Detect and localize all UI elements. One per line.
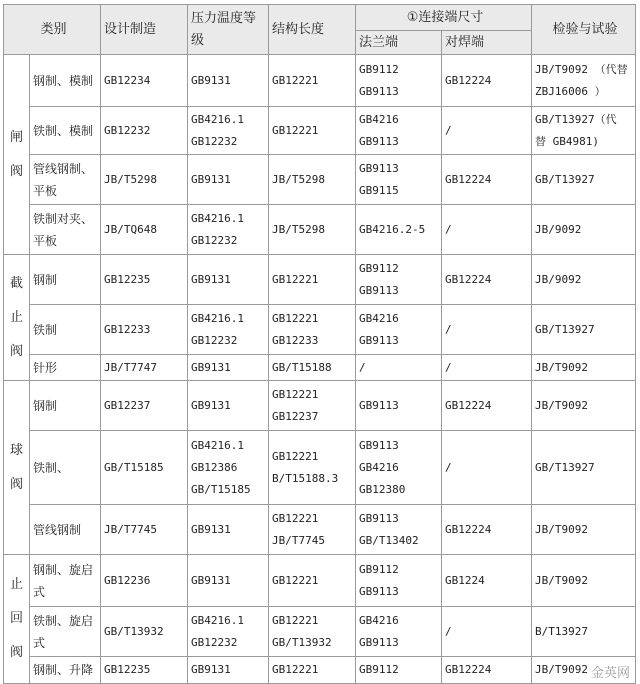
standard-code: JB/T9092 （代替 xyxy=(535,62,628,76)
standard-code: GB12380 xyxy=(359,482,406,496)
standard-code: GB12233 xyxy=(272,333,319,347)
flange-cell xyxy=(356,555,442,607)
standard-code: GB12224 xyxy=(445,73,492,87)
inspection-cell xyxy=(532,305,636,355)
pressure-cell xyxy=(188,505,269,555)
standard-code: GB12235 xyxy=(104,272,151,286)
standard-code: JB/T9092 xyxy=(535,360,588,374)
standard-code: GB4216.1 xyxy=(191,112,244,126)
length-cell xyxy=(269,505,356,555)
length-cell xyxy=(269,381,356,431)
pressure-cell xyxy=(188,107,269,155)
category-char: 阀 xyxy=(9,163,23,179)
inspection-cell xyxy=(532,55,636,107)
length-cell xyxy=(269,255,356,305)
subtype-text: 针形 xyxy=(33,360,58,375)
standard-code: GB9112 xyxy=(359,663,399,676)
standard-code: GB12232 xyxy=(191,233,238,247)
standard-code: GB12236 xyxy=(104,573,151,587)
standard-code: GB12221 xyxy=(272,613,319,627)
flange-cell xyxy=(356,205,442,255)
category-char: 止 xyxy=(9,577,23,592)
design-cell xyxy=(101,305,188,355)
standard-code: / xyxy=(445,222,452,236)
flange-cell xyxy=(356,607,442,657)
weld-cell xyxy=(442,305,532,355)
standard-code: GB12224 xyxy=(445,398,492,412)
subtype-cell xyxy=(30,657,101,684)
standard-code: GB/T13927（代 xyxy=(535,112,617,126)
category-char: 止 xyxy=(9,309,23,325)
standard-code: JB/T5298 xyxy=(272,172,325,186)
pressure-cell xyxy=(188,155,269,205)
subtype-text: 铁制 xyxy=(33,322,58,337)
table-row xyxy=(4,55,636,107)
weld-cell xyxy=(442,431,532,505)
design-cell xyxy=(101,657,188,684)
standard-code: GB12221 xyxy=(272,123,319,137)
standard-code: JB/T7747 xyxy=(104,360,157,374)
standard-code: GB4216 xyxy=(359,311,399,325)
standard-code: GB12224 xyxy=(445,522,492,536)
weld-cell xyxy=(442,555,532,607)
subtype-cell xyxy=(30,205,101,255)
standard-code: GB/T13402 xyxy=(359,533,419,547)
pressure-cell xyxy=(188,355,269,381)
standard-code: GB12232 xyxy=(104,123,151,137)
standard-code: GB12221 xyxy=(272,272,319,286)
header-length: 结构长度 xyxy=(269,5,356,55)
pressure-cell xyxy=(188,431,269,505)
standard-code: GB4216.1 xyxy=(191,613,244,627)
standard-code: B/T13927 xyxy=(535,624,588,638)
subtype-cell xyxy=(30,381,101,431)
subtype-cell xyxy=(30,431,101,505)
standard-code: GB/T13927 xyxy=(535,460,595,474)
standard-code: GB1224 xyxy=(445,573,485,587)
standard-code: GB4216.1 xyxy=(191,311,244,325)
length-cell xyxy=(269,55,356,107)
header-inspection: 检验与试验 xyxy=(532,5,636,55)
subtype-text: 铁制、 xyxy=(33,460,70,475)
standard-code: GB12224 xyxy=(445,172,492,186)
valve-standards-table xyxy=(3,4,636,684)
header-weld: 对焊端 xyxy=(442,31,532,55)
standard-code: JB/T7745 xyxy=(272,533,325,547)
length-cell xyxy=(269,155,356,205)
flange-cell xyxy=(356,381,442,431)
weld-cell xyxy=(442,55,532,107)
standard-code: GB12386 xyxy=(191,460,238,474)
pressure-cell xyxy=(188,55,269,107)
subtype-cell xyxy=(30,607,101,657)
standard-code: GB12224 xyxy=(445,663,492,676)
subtype-cell xyxy=(30,107,101,155)
pressure-cell xyxy=(188,555,269,607)
weld-cell xyxy=(442,381,532,431)
standard-code: GB12237 xyxy=(272,409,319,423)
table-row xyxy=(4,305,636,355)
category-char: 闸 xyxy=(9,129,23,145)
standard-code: GB12233 xyxy=(104,322,151,336)
table-row xyxy=(4,107,636,155)
weld-cell xyxy=(442,155,532,205)
standard-code: GB9113 xyxy=(359,584,399,598)
standard-code: GB9131 xyxy=(191,573,231,587)
standard-code: GB9113 xyxy=(359,283,399,297)
standard-code: GB9113 xyxy=(359,84,399,98)
standard-code: GB12221 xyxy=(272,511,319,525)
standard-code: GB4216 xyxy=(359,112,399,126)
design-cell xyxy=(101,255,188,305)
subtype-cell xyxy=(30,255,101,305)
table-row xyxy=(4,607,636,657)
inspection-cell xyxy=(532,431,636,505)
category-char: 截 xyxy=(9,275,23,291)
length-cell xyxy=(269,107,356,155)
length-cell xyxy=(269,555,356,607)
standard-code: GB12234 xyxy=(104,73,151,87)
standard-code: GB4216.2-5 xyxy=(359,222,426,236)
subtype-cell xyxy=(30,355,101,381)
subtype-text: 式 xyxy=(33,584,46,599)
category-char: 阀 xyxy=(9,343,23,359)
table-row xyxy=(4,505,636,555)
weld-cell xyxy=(442,505,532,555)
table-row xyxy=(4,255,636,305)
weld-cell xyxy=(442,255,532,305)
subtype-text: 铁制、旋启 xyxy=(33,613,94,628)
design-cell xyxy=(101,355,188,381)
design-cell xyxy=(101,555,188,607)
design-cell xyxy=(101,155,188,205)
standard-code: GB9113 xyxy=(359,635,399,649)
standard-code: B/T15188.3 xyxy=(272,471,339,485)
inspection-cell xyxy=(532,505,636,555)
header-pressure-line-2: 级 xyxy=(191,32,205,48)
flange-cell xyxy=(356,355,442,381)
standard-code: GB12221 xyxy=(272,387,319,401)
standard-code: / xyxy=(445,360,452,374)
standard-code: GB/T15188 xyxy=(272,360,332,374)
design-cell xyxy=(101,381,188,431)
header-flange: 法兰端 xyxy=(356,31,442,55)
pressure-cell xyxy=(188,205,269,255)
pressure-cell xyxy=(188,607,269,657)
category-char: 阀 xyxy=(9,645,23,660)
design-cell xyxy=(101,607,188,657)
standard-code: GB12221 xyxy=(272,663,319,676)
inspection-cell xyxy=(532,107,636,155)
standard-code: JB/T5298 xyxy=(104,172,157,186)
header-pressure xyxy=(188,5,269,55)
design-cell xyxy=(101,107,188,155)
table-row xyxy=(4,431,636,505)
inspection-cell xyxy=(532,381,636,431)
length-cell xyxy=(269,305,356,355)
length-cell xyxy=(269,607,356,657)
standard-code: GB9115 xyxy=(359,183,399,197)
table-row xyxy=(4,381,636,431)
table-row xyxy=(4,355,636,381)
header-connection: ①连接端尺寸 xyxy=(356,5,532,31)
length-cell xyxy=(269,355,356,381)
inspection-cell xyxy=(532,355,636,381)
table-row xyxy=(4,205,636,255)
inspection-cell xyxy=(532,255,636,305)
standard-code: GB12221 xyxy=(272,311,319,325)
flange-cell xyxy=(356,155,442,205)
pressure-cell xyxy=(188,305,269,355)
design-cell xyxy=(101,55,188,107)
standard-code: GB/T13932 xyxy=(104,624,164,638)
standard-code: GB/T13927 xyxy=(535,322,595,336)
weld-cell xyxy=(442,607,532,657)
standard-code: JB/T7745 xyxy=(104,522,157,536)
standard-code: JB/9092 xyxy=(535,272,582,286)
table-row xyxy=(4,657,636,684)
flange-cell xyxy=(356,55,442,107)
standard-code: GB4216 xyxy=(359,460,399,474)
standard-code: GB12232 xyxy=(191,333,238,347)
header-category: 类别 xyxy=(4,5,101,55)
flange-cell xyxy=(356,305,442,355)
weld-cell xyxy=(442,205,532,255)
subtype-cell xyxy=(30,555,101,607)
subtype-text: 钢制、升降 xyxy=(33,663,94,677)
standard-code: GB12232 xyxy=(191,134,238,148)
length-cell xyxy=(269,431,356,505)
inspection-cell xyxy=(532,607,636,657)
standard-code: GB9112 xyxy=(359,261,399,275)
standard-code: GB9131 xyxy=(191,398,231,412)
header-pressure-line-1: 压力温度等 xyxy=(191,10,257,26)
valve-category xyxy=(4,381,30,555)
standard-code: JB/T9092 xyxy=(535,522,588,536)
standard-code: GB9131 xyxy=(191,360,231,374)
standard-code: GB9131 xyxy=(191,172,231,186)
pressure-cell xyxy=(188,255,269,305)
standard-code: GB9131 xyxy=(191,522,231,536)
header-design: 设计制造 xyxy=(101,5,188,55)
standard-code: JB/T9092 xyxy=(535,573,588,587)
subtype-text: 钢制 xyxy=(33,272,58,287)
subtype-text: 铁制对夹、 xyxy=(33,211,94,226)
subtype-text: 式 xyxy=(33,635,46,650)
weld-cell xyxy=(442,657,532,684)
standard-code: JB/T9092 xyxy=(535,398,588,412)
standard-code: GB/T13932 xyxy=(272,635,332,649)
inspection-cell xyxy=(532,155,636,205)
standard-code: GB12221 xyxy=(272,573,319,587)
inspection-cell xyxy=(532,555,636,607)
standard-code: GB9113 xyxy=(359,398,399,412)
standard-code: GB/T15185 xyxy=(104,460,164,474)
flange-cell xyxy=(356,107,442,155)
subtype-text: 管线钢制 xyxy=(33,522,82,537)
standard-code: JB/T5298 xyxy=(272,222,325,236)
flange-cell xyxy=(356,255,442,305)
standard-code: GB4216.1 xyxy=(191,211,244,225)
standard-code: GB9113 xyxy=(359,438,399,452)
standard-code: GB12237 xyxy=(104,398,151,412)
standard-code: GB9112 xyxy=(359,562,399,576)
standard-code: / xyxy=(445,322,452,336)
standard-code: GB/T13927 xyxy=(535,172,595,186)
standard-code: GB/T15185 xyxy=(191,482,251,496)
standard-code: GB12232 xyxy=(191,635,238,649)
standard-code: GB9131 xyxy=(191,663,231,676)
standard-code: GB4216.1 xyxy=(191,438,244,452)
table-row xyxy=(4,555,636,607)
weld-cell xyxy=(442,355,532,381)
subtype-text: 铁制、模制 xyxy=(33,123,94,138)
standard-code: ZBJ16006 ） xyxy=(535,84,606,98)
standard-code: 替 GB4981) xyxy=(535,134,599,148)
standard-code: GB12224 xyxy=(445,272,492,286)
standard-code: / xyxy=(445,123,452,137)
category-char: 球 xyxy=(9,442,23,458)
valve-category xyxy=(4,555,30,684)
pressure-cell xyxy=(188,381,269,431)
standard-code: / xyxy=(359,360,366,374)
inspection-cell xyxy=(532,205,636,255)
watermark: 金英网 xyxy=(589,662,632,681)
subtype-text: 钢制、旋启 xyxy=(33,562,94,577)
flange-cell xyxy=(356,431,442,505)
standard-code: GB9113 xyxy=(359,511,399,525)
standard-code: JB/TQ648 xyxy=(104,222,157,236)
standard-code: / xyxy=(445,460,452,474)
standard-code: / xyxy=(445,624,452,638)
standard-code: GB9113 xyxy=(359,161,399,175)
design-cell xyxy=(101,205,188,255)
subtype-cell xyxy=(30,155,101,205)
table-row xyxy=(4,155,636,205)
pressure-cell xyxy=(188,657,269,684)
subtype-cell xyxy=(30,505,101,555)
subtype-text: 平板 xyxy=(33,233,58,248)
valve-category xyxy=(4,255,30,381)
standard-code: GB9113 xyxy=(359,134,399,148)
valve-category xyxy=(4,55,30,255)
flange-cell xyxy=(356,657,442,684)
standard-code: GB9131 xyxy=(191,272,231,286)
subtype-text: 钢制、模制 xyxy=(33,73,94,88)
standard-code: GB9113 xyxy=(359,333,399,347)
subtype-cell xyxy=(30,305,101,355)
standard-code: JB/9092 xyxy=(535,222,582,236)
design-cell xyxy=(101,505,188,555)
standard-code: GB12221 xyxy=(272,73,319,87)
weld-cell xyxy=(442,107,532,155)
category-char: 回 xyxy=(9,611,23,626)
standard-code: JB/T9092 xyxy=(535,663,588,676)
flange-cell xyxy=(356,505,442,555)
standard-code: GB9131 xyxy=(191,73,231,87)
standard-code: GB12235 xyxy=(104,663,151,676)
category-char: 阀 xyxy=(9,476,23,492)
subtype-text: 平板 xyxy=(33,183,58,198)
standard-code: GB12221 xyxy=(272,449,319,463)
length-cell xyxy=(269,657,356,684)
length-cell xyxy=(269,205,356,255)
subtype-cell xyxy=(30,55,101,107)
subtype-text: 管线钢制、 xyxy=(33,161,94,176)
standard-code: GB9112 xyxy=(359,62,399,76)
subtype-text: 钢制 xyxy=(33,398,58,413)
standard-code: GB4216 xyxy=(359,613,399,627)
design-cell xyxy=(101,431,188,505)
